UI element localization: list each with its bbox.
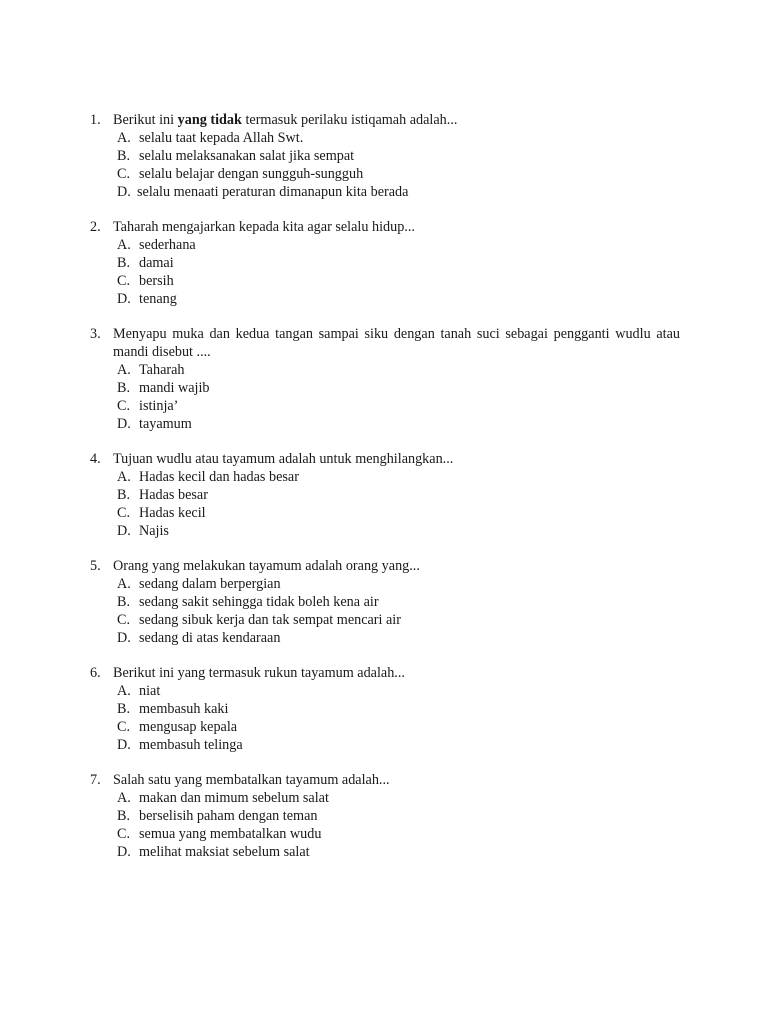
option-letter: B. xyxy=(117,148,131,164)
option-letter: A. xyxy=(117,576,131,592)
question-2 xyxy=(90,218,680,308)
question-text: Salah satu yang membatalkan tayamum adalah... xyxy=(113,772,390,788)
option-text: sedang sakit sehingga tidak boleh kena air xyxy=(139,594,379,610)
option-text: semua yang membatalkan wudu xyxy=(139,826,322,842)
option-list xyxy=(117,789,680,861)
option-d xyxy=(117,290,680,308)
option-letter: B. xyxy=(117,808,131,824)
option-letter: A. xyxy=(117,683,131,699)
option-a xyxy=(117,575,680,593)
question-text-part: termasuk perilaku istiqamah adalah... xyxy=(241,112,458,128)
question-7 xyxy=(90,771,680,861)
option-list xyxy=(117,468,680,540)
question-text: Berikut ini yang termasuk rukun tayamum adalah... xyxy=(113,665,405,681)
question-text: Menyapu muka dan kedua tangan sampai siku dengan tanah suci sebagai pengganti wudlu atau mandi disebut .... xyxy=(113,326,680,360)
option-letter: C. xyxy=(117,826,131,842)
option-a xyxy=(117,129,680,147)
option-text: membasuh telinga xyxy=(139,737,243,753)
option-text: tayamum xyxy=(139,416,192,432)
option-letter: B. xyxy=(117,255,131,271)
option-c xyxy=(117,272,680,290)
option-c xyxy=(117,825,680,843)
question-number: 6. xyxy=(90,665,101,681)
option-b xyxy=(117,379,680,397)
question-number: 2. xyxy=(90,219,101,235)
option-b xyxy=(117,486,680,504)
option-text: Hadas kecil xyxy=(139,505,206,521)
option-text: Hadas besar xyxy=(139,487,208,503)
question-text: Orang yang melakukan tayamum adalah orang yang... xyxy=(113,558,420,574)
option-c xyxy=(117,718,680,736)
option-text: membasuh kaki xyxy=(139,701,229,717)
option-b xyxy=(117,700,680,718)
option-letter: C. xyxy=(117,273,131,289)
option-c xyxy=(117,397,680,415)
option-letter: A. xyxy=(117,130,131,146)
option-letter: A. xyxy=(117,362,131,378)
option-text: tenang xyxy=(139,291,177,307)
question-emphasis: yang tidak xyxy=(177,112,242,128)
option-text: melihat maksiat sebelum salat xyxy=(139,844,310,860)
question-number: 7. xyxy=(90,772,101,788)
option-text: Najis xyxy=(139,523,169,539)
option-text: sedang dalam berpergian xyxy=(139,576,281,592)
option-c xyxy=(117,611,680,629)
option-letter: D. xyxy=(117,523,131,539)
option-list xyxy=(117,361,680,433)
question-text xyxy=(113,111,680,129)
option-a xyxy=(117,789,680,807)
question-number: 5. xyxy=(90,558,101,574)
question-6 xyxy=(90,664,680,754)
option-text: selalu taat kepada Allah Swt. xyxy=(139,130,304,146)
option-letter: C. xyxy=(117,398,131,414)
option-a xyxy=(117,361,680,379)
option-text: mengusap kepala xyxy=(139,719,238,735)
option-text: berselisih paham dengan teman xyxy=(139,808,318,824)
option-letter: B. xyxy=(117,380,131,396)
question-number: 3. xyxy=(90,326,101,342)
option-text: selalu melaksanakan salat jika sempat xyxy=(139,148,355,164)
question-text: Tujuan wudlu atau tayamum adalah untuk menghilangkan... xyxy=(113,451,454,467)
option-letter: D. xyxy=(117,291,131,307)
option-b xyxy=(117,147,680,165)
option-text: sedang sibuk kerja dan tak sempat mencari air xyxy=(139,612,401,628)
option-d xyxy=(117,415,680,433)
option-text: selalu belajar dengan sungguh-sungguh xyxy=(139,166,364,182)
question-text: Taharah mengajarkan kepada kita agar selalu hidup... xyxy=(113,219,415,235)
option-text: selalu menaati peraturan dimanapun kita berada xyxy=(137,184,409,200)
question-number: 4. xyxy=(90,451,101,467)
question-1 xyxy=(90,111,680,201)
option-text: damai xyxy=(139,255,174,271)
option-text: sederhana xyxy=(139,237,196,253)
option-letter: B. xyxy=(117,701,131,717)
option-d xyxy=(117,629,680,647)
option-b xyxy=(117,807,680,825)
option-list xyxy=(117,236,680,308)
option-d xyxy=(117,522,680,540)
option-letter: D. xyxy=(117,737,131,753)
option-letter: C. xyxy=(117,719,131,735)
option-letter: C. xyxy=(117,166,131,182)
option-d xyxy=(117,183,680,201)
option-text: makan dan mimum sebelum salat xyxy=(139,790,329,806)
option-d xyxy=(117,843,680,861)
option-b xyxy=(117,593,680,611)
question-3 xyxy=(90,325,680,433)
question-number: 1. xyxy=(90,112,101,128)
option-list xyxy=(117,129,680,201)
option-text: sedang di atas kendaraan xyxy=(139,630,281,646)
option-letter: C. xyxy=(117,505,131,521)
option-b xyxy=(117,254,680,272)
option-text: bersih xyxy=(139,273,174,289)
option-c xyxy=(117,504,680,522)
option-letter: A. xyxy=(117,790,131,806)
option-text: mandi wajib xyxy=(139,380,210,396)
option-text: istinja’ xyxy=(139,398,179,414)
option-text: Taharah xyxy=(139,362,185,378)
option-c xyxy=(117,165,680,183)
question-text-part: Berikut ini xyxy=(113,112,178,128)
question-5 xyxy=(90,557,680,647)
option-a xyxy=(117,236,680,254)
option-letter: A. xyxy=(117,237,131,253)
option-a xyxy=(117,468,680,486)
option-list xyxy=(117,575,680,647)
option-letter: C. xyxy=(117,612,131,628)
option-letter: D. xyxy=(117,630,131,646)
option-list xyxy=(117,682,680,754)
question-4 xyxy=(90,450,680,540)
option-text: niat xyxy=(139,683,161,699)
option-letter: A. xyxy=(117,469,131,485)
option-a xyxy=(117,682,680,700)
option-letter: B. xyxy=(117,487,131,503)
option-d xyxy=(117,736,680,754)
option-letter: D. xyxy=(117,844,131,860)
option-letter: D. xyxy=(117,184,131,200)
option-letter: D. xyxy=(117,416,131,432)
option-letter: B. xyxy=(117,594,131,610)
option-text: Hadas kecil dan hadas besar xyxy=(139,469,299,485)
